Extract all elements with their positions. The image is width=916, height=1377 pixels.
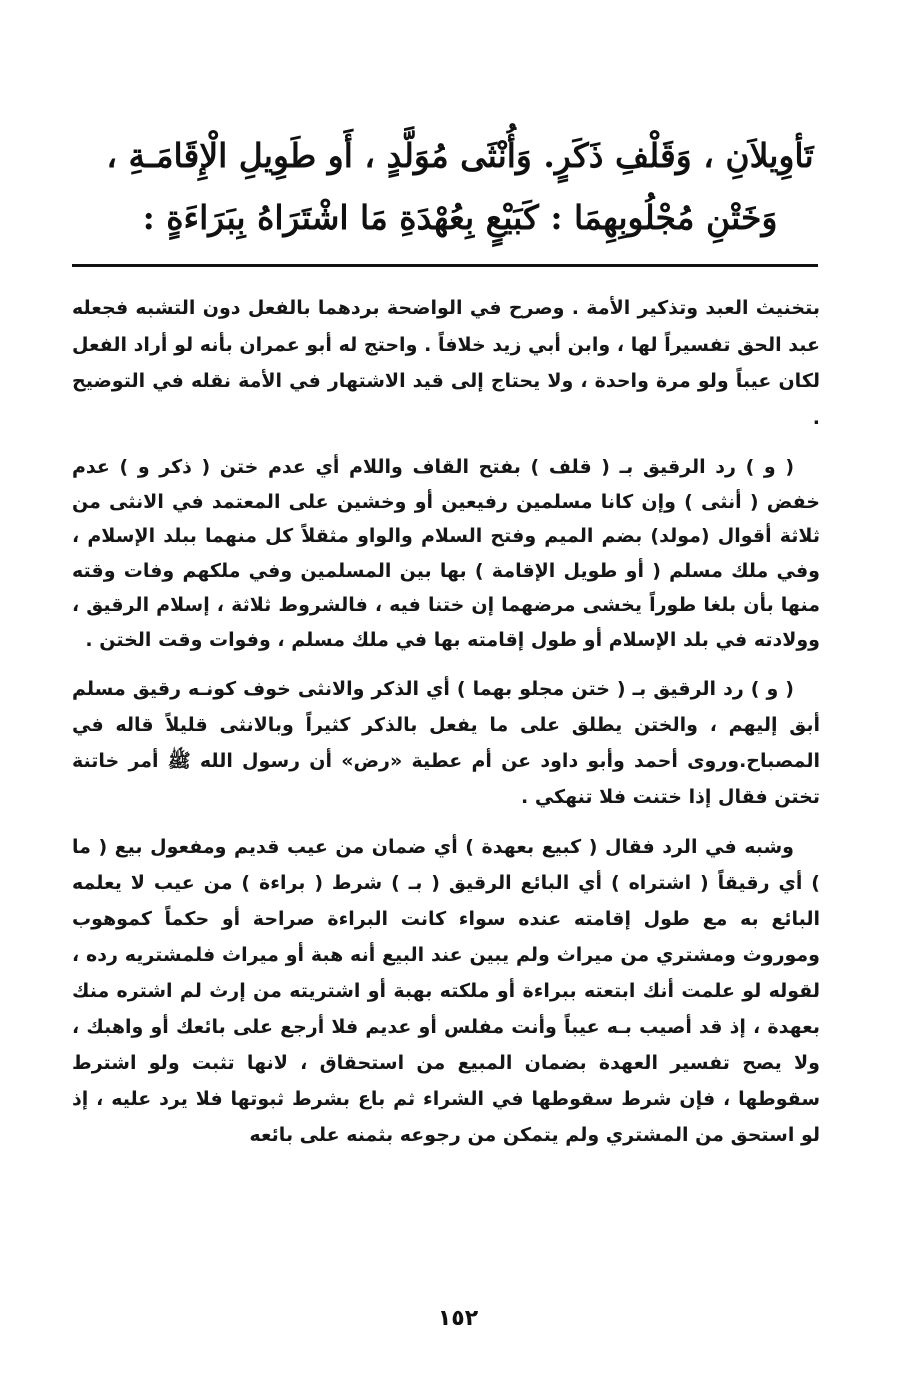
commentary-body — [72, 290, 820, 1153]
verse-line-2: وَخَتْنِ مُجْلُوبِهِمَا : كَبَيْعٍ بِعُهْدَةِ مَا اشْتَرَاهُ بِبَرَاءَةٍ : — [142, 198, 778, 237]
commentary-paragraph-1: بتخنيث العبد وتذكير الأمة . وصرح في الواضحة بردهما بالفعل دون التشبه فجعله عبد الحق تفسيراً لها ، وابن أبي زيد خلافاً . واحتج له أبو عمران بأنه لو أراد الفعل لكان عيباً ولو مرة واحدة ، ولا يحتاج إلى قيد الاشتهار في الأمة نقله في التوضيح . — [72, 297, 820, 429]
commentary-paragraph-4: وشبه في الرد فقال ( كبيع بعهدة ) أي ضمان من عيب قديم ومفعول بيع ( ما ) أي رقيقاً ( اشتراه ) أي البائع الرقيق ( بـ ) شرط ( براءة ) من عيب لا يعلمه البائع به مع طول إقامته عنده سواء كانت البراءة صراحة أو حكماً كموهوب وموروث ومشتري من ميراث ولم يبين عند البيع أنه هبة أو ميراث فلمشتريه رده ، لقوله لو علمت أنك ابتعته ببراءة أو ملكته بهبة أو اشتريته من إرث لم اشتره منك بعهدة ، إذ قد أصيب بـه عيباً وأنت مفلس أو عديم فلا أرجع على بائعك أو واهبك ، ولا يصح تفسير العهدة بضمان المبيع من استحقاق ، لانها تثبت ولو اشترط سقوطها ، فإن شرط سقوطها في الشراء ثم باع بشرط ثبوتها فلا يرد عليه ، إذ لو استحق من المشتري ولم يتمكن من رجوعه بثمنه على بائعه — [72, 836, 820, 1146]
section-divider — [72, 264, 818, 267]
commentary-paragraph-3: ( و ) رد الرقيق بـ ( ختن مجلو بهما ) أي الذكر والانثى خوف كونـه رقيق مسلم أبق إليهم ، والختن يطلق على ما يفعل بالذكر كثيراً وبالانثى قليلاً قاله في المصباح.وروى أحمد وأبو داود عن أم عطية «رض» أن رسول الله ﷺ أمر خاتنة تختن فقال إذا ختنت فلا تنهكي . — [72, 678, 820, 808]
commentary-paragraph-2: ( و ) رد الرقيق بـ ( قلف ) بفتح القاف واللام أي عدم ختن ( ذكر و ) عدم خفض ( أنثى ) وإن كانا مسلمين رفيعين أو وخشين على المعتمد في الانثى من ثلاثة أقوال (مولد) بضم الميم وفتح السلام والواو مثقلاً كل منهما ببلد الإسلام ، وفي ملك مسلم ( أو طويل الإقامة ) بها بين المسلمين وفي ملكهم وفات وقته منها بأن بلغا طوراً يخشى مرضهما إن ختنا فيه ، فالشروط ثلاثة ، إسلام الرقيق ، وولادته في بلد الإسلام أو طول إقامته بها في ملك مسلم ، وفوات وقت الختن . — [72, 456, 820, 651]
page-number: ١٥٢ — [437, 1306, 479, 1331]
verse-line-1: تَأوِيلاَنِ ، وَقَلْفِ ذَكَرٍ. وَأُنْثَى مُوَلَّدٍ ، أَو طَوِيلِ الْإِقَامَـةِ ، — [106, 136, 814, 175]
